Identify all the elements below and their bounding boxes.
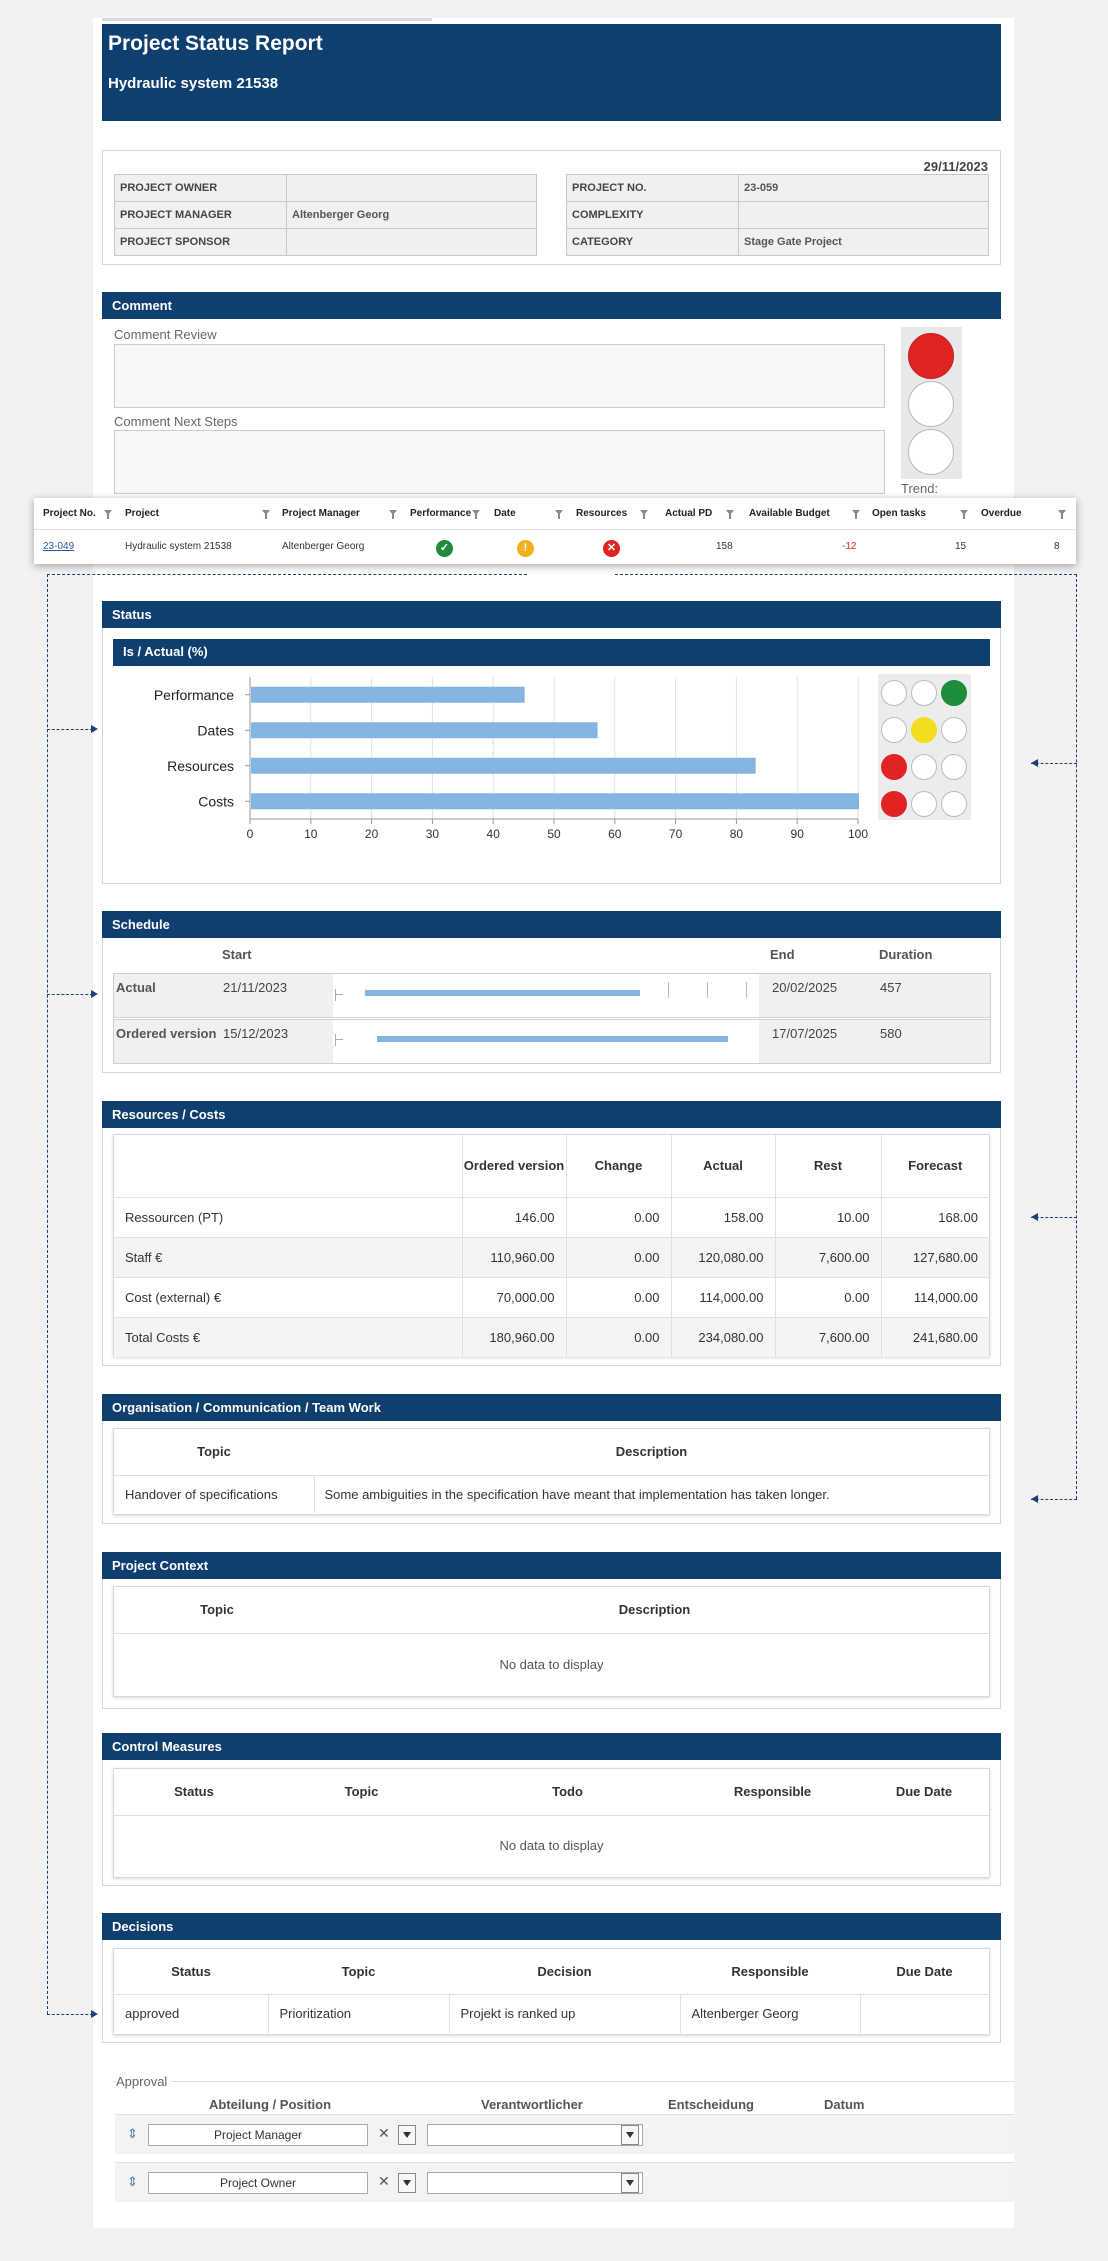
x-tick-label: 80: [729, 827, 744, 841]
category-label: Resources: [167, 757, 234, 774]
resources-value-cell: 127,680.00: [881, 1237, 989, 1277]
resources-value-cell: 241,680.00: [881, 1317, 989, 1357]
approval-title: Approval: [116, 2074, 171, 2089]
open-tasks-cell: 15: [955, 541, 967, 552]
schedule-end-header: End: [770, 947, 795, 962]
table-row: [114, 1317, 989, 1357]
info-value: Stage Gate Project: [739, 229, 989, 256]
x-tick-label: 10: [304, 827, 318, 841]
info-label: PROJECT NO.: [567, 175, 739, 202]
context-header: Project Context: [102, 1552, 1001, 1579]
connector-line: [47, 994, 93, 995]
approval-col-responsible: Verantwortlicher: [481, 2097, 583, 2112]
responsible-select[interactable]: [427, 2124, 643, 2146]
x-tick-label: 50: [547, 827, 561, 841]
project-name-cell: Hydraulic system 21538: [125, 541, 232, 552]
schedule-gantt: [333, 974, 759, 1017]
comment-header: Comment: [102, 292, 1001, 319]
control-col-responsible: Responsible: [733, 1784, 812, 1800]
status-light-red: [881, 791, 907, 817]
control-col-due-date: Due Date: [895, 1784, 953, 1800]
context-col-topic: Topic: [200, 1602, 234, 1618]
report-subtitle: Hydraulic system 21538: [108, 75, 279, 92]
status-traffic-matrix: [878, 674, 971, 820]
control-col-todo: Todo: [552, 1784, 583, 1800]
decisions-col-due-date: Due Date: [896, 1963, 953, 1979]
resources-col-header: Ordered version: [462, 1135, 566, 1197]
decisions-col-topic: Topic: [341, 1963, 376, 1979]
schedule-end: 17/07/2025: [772, 1026, 838, 1041]
table-row: [114, 1277, 989, 1317]
resources-value-cell: 7,600.00: [775, 1317, 881, 1357]
resources-value-cell: 0.00: [566, 1277, 671, 1317]
arrow-left-icon: [1031, 1495, 1038, 1503]
info-value: 23-059: [739, 175, 989, 202]
x-tick-label: 0: [246, 827, 254, 841]
comment-review-label: Comment Review: [114, 327, 217, 342]
chart-title: Is / Actual (%): [113, 639, 990, 666]
resources-table-box: [113, 1134, 990, 1357]
status-light-red: [881, 754, 907, 780]
decisions-table: [114, 1949, 989, 2033]
resources-header: Resources / Costs: [102, 1101, 1001, 1128]
control-header: Control Measures: [102, 1733, 1001, 1760]
chevron-down-icon[interactable]: [398, 2173, 416, 2193]
x-tick-label: 30: [425, 827, 440, 841]
approval-col-position: Abteilung / Position: [209, 2097, 332, 2112]
schedule-row-label: Actual: [116, 980, 156, 995]
decision-status-cell: approved: [114, 1994, 268, 2033]
col-available-budget[interactable]: Available Budget: [749, 508, 830, 519]
decision-due-date-cell: [860, 1994, 989, 2033]
position-select[interactable]: Project Owner: [148, 2172, 368, 2194]
x-tick-label: 40: [486, 827, 500, 841]
approval-col-decision: Entscheidung: [668, 2097, 754, 2112]
status-light-off: [911, 680, 937, 706]
trend-label: Trend:: [901, 481, 939, 496]
schedule-row-ordered: [113, 1019, 991, 1064]
resources-value-cell: 180,960.00: [462, 1317, 566, 1357]
organisation-table-box: [113, 1428, 990, 1515]
resources-value-cell: 70,000.00: [462, 1277, 566, 1317]
drag-handle-icon[interactable]: ⇕: [127, 2174, 138, 2189]
position-select[interactable]: Project Manager: [148, 2124, 368, 2146]
table-row: [114, 1994, 989, 2033]
available-budget-cell: -12: [842, 541, 857, 552]
arrow-right-icon: [91, 2010, 98, 2018]
status-light-off: [911, 754, 937, 780]
decisions-col-status: Status: [171, 1963, 211, 1979]
warning-icon: !: [517, 540, 534, 557]
resources-value-cell: 0.00: [775, 1277, 881, 1317]
comment-next-label: Comment Next Steps: [114, 414, 238, 429]
table-row: [114, 1197, 989, 1237]
col-performance[interactable]: Performance: [410, 508, 472, 519]
control-empty-message: No data to display: [114, 1815, 989, 1876]
gantt-tick: [335, 1034, 343, 1046]
chevron-down-icon[interactable]: [621, 2173, 639, 2193]
gantt-tick: [707, 982, 708, 998]
approval-row: [115, 2162, 1014, 2202]
project-no-link[interactable]: 23-049: [43, 541, 75, 552]
resources-col-header: Actual: [671, 1135, 775, 1197]
status-light-yellow: [911, 717, 937, 743]
resources-col-header: Change: [566, 1135, 671, 1197]
schedule-gantt: [333, 1020, 759, 1063]
control-table: [114, 1769, 989, 1876]
resources-value-cell: 114,000.00: [881, 1277, 989, 1317]
resources-value-cell: 0.00: [566, 1197, 671, 1237]
responsible-select[interactable]: [427, 2172, 643, 2194]
resources-value-cell: 110,960.00: [462, 1237, 566, 1277]
control-table-box: [113, 1768, 990, 1878]
resources-row-label: Staff €: [114, 1237, 462, 1277]
org-col-description: Description: [615, 1444, 688, 1460]
resources-value-cell: 168.00: [881, 1197, 989, 1237]
control-col-topic: Topic: [344, 1784, 379, 1800]
resources-col-header: [114, 1135, 462, 1197]
resources-value-cell: 234,080.00: [671, 1317, 775, 1357]
gantt-tick: [335, 1039, 343, 1040]
bar-performance: [251, 687, 525, 703]
schedule-start: 21/11/2023: [223, 980, 288, 995]
info-label: CATEGORY: [567, 229, 739, 256]
status-light-off: [941, 754, 967, 780]
approval-row: [115, 2114, 1014, 2154]
status-light-off: [881, 680, 907, 706]
connector-line: [47, 2014, 93, 2015]
resources-value-cell: 120,080.00: [671, 1237, 775, 1277]
x-tick-label: 20: [364, 827, 379, 841]
resources-value-cell: 0.00: [566, 1317, 671, 1357]
resources-value-cell: 0.00: [566, 1237, 671, 1277]
x-tick-label: 60: [608, 827, 622, 841]
schedule-duration-header: Duration: [879, 947, 933, 962]
org-description-cell: Some ambiguities in the specification have meant that implementation has taken longer.: [314, 1475, 989, 1513]
clear-icon[interactable]: ✕: [378, 2125, 390, 2141]
resources-row-label: Cost (external) €: [114, 1277, 462, 1317]
check-icon: ✓: [436, 540, 453, 557]
schedule-header: Schedule: [102, 911, 1001, 938]
gantt-bar-actual: [365, 990, 640, 996]
decisions-table-box: [113, 1948, 990, 2035]
overdue-cell: 8: [1054, 541, 1060, 552]
resources-row-label: Total Costs €: [114, 1317, 462, 1357]
resources-table: [114, 1135, 989, 1357]
col-date[interactable]: Date: [494, 508, 516, 519]
info-label: COMPLEXITY: [567, 202, 739, 229]
arrow-right-icon: [91, 990, 98, 998]
schedule-duration: 457: [880, 980, 902, 995]
x-tick-label: 70: [668, 827, 683, 841]
org-topic-cell: Handover of specifications: [114, 1475, 314, 1513]
schedule-row-label: Ordered version: [116, 1026, 217, 1041]
schedule-start: 15/12/2023: [223, 1026, 289, 1041]
bar-dates: [251, 722, 598, 738]
resources-value-cell: 158.00: [671, 1197, 775, 1237]
info-label: PROJECT OWNER: [115, 175, 287, 202]
organisation-table: [114, 1429, 989, 1513]
bar-resources: [251, 758, 756, 774]
table-row: [114, 1237, 989, 1277]
context-empty-message: No data to display: [114, 1633, 989, 1695]
decision-topic-cell: Prioritization: [268, 1994, 449, 2033]
info-label: PROJECT MANAGER: [115, 202, 287, 229]
context-table: [114, 1587, 989, 1695]
status-light-off: [911, 791, 937, 817]
col-project-no[interactable]: Project No.: [43, 508, 96, 519]
decisions-header: Decisions: [102, 1913, 1001, 1940]
schedule-row-actual: [113, 973, 991, 1018]
table-row: [114, 1475, 989, 1513]
schedule-end: 20/02/2025: [772, 980, 838, 995]
schedule-start-header: Start: [222, 947, 252, 962]
gantt-bar-ordered: [377, 1036, 728, 1042]
context-table-box: [113, 1586, 990, 1697]
info-value: Altenberger Georg: [287, 202, 537, 229]
status-light-green: [941, 680, 967, 706]
resources-value-cell: 114,000.00: [671, 1277, 775, 1317]
gantt-tick: [335, 989, 343, 1001]
status-light-off: [941, 717, 967, 743]
chevron-down-icon[interactable]: [398, 2125, 416, 2145]
decisions-col-decision: Decision: [537, 1963, 592, 1979]
context-col-description: Description: [618, 1602, 691, 1618]
schedule-duration: 580: [880, 1026, 902, 1041]
error-icon: ✕: [603, 540, 620, 557]
resources-col-header: Rest: [775, 1135, 881, 1197]
x-tick-label: 90: [790, 827, 804, 841]
clear-icon[interactable]: ✕: [378, 2173, 390, 2189]
decisions-col-responsible: Responsible: [731, 1963, 809, 1979]
category-label: Costs: [198, 793, 234, 810]
resources-col-header: Forecast: [881, 1135, 989, 1197]
decision-responsible-cell: Altenberger Georg: [680, 1994, 860, 2033]
resources-row-label: Ressourcen (PT): [114, 1197, 462, 1237]
bar-costs: [251, 793, 859, 809]
approval-divider: [113, 2081, 1014, 2082]
col-resources[interactable]: Resources: [576, 508, 628, 519]
arrow-left-icon: [1031, 1213, 1038, 1221]
actual-pd-cell: 158: [716, 541, 733, 552]
drag-handle-icon[interactable]: ⇕: [127, 2126, 138, 2141]
control-col-status: Status: [174, 1784, 214, 1800]
gantt-tick: [668, 982, 669, 998]
status-header: Status: [102, 601, 1001, 628]
x-tick-label: 100: [847, 827, 869, 841]
org-col-topic: Topic: [197, 1444, 231, 1460]
gantt-tick: [335, 994, 343, 995]
resources-value-cell: 10.00: [775, 1197, 881, 1237]
status-light-off: [941, 791, 967, 817]
resources-value-cell: 146.00: [462, 1197, 566, 1237]
report-title: Project Status Report: [108, 32, 323, 55]
chevron-down-icon[interactable]: [621, 2125, 639, 2145]
col-project[interactable]: Project: [125, 508, 159, 519]
status-light-off: [881, 717, 907, 743]
decision-text-cell: Projekt is ranked up: [449, 1994, 680, 2033]
organisation-header: Organisation / Communication / Team Work: [102, 1394, 1001, 1421]
report-date: 29/11/2023: [923, 159, 988, 174]
project-manager-cell: Altenberger Georg: [282, 541, 365, 552]
category-label: Performance: [153, 686, 234, 703]
col-project-manager[interactable]: Project Manager: [282, 508, 360, 519]
col-open-tasks[interactable]: Open tasks: [872, 508, 926, 519]
col-overdue[interactable]: Overdue: [981, 508, 1022, 519]
gantt-tick: [746, 982, 747, 998]
resources-value-cell: 7,600.00: [775, 1237, 881, 1277]
approval-col-date: Datum: [824, 2097, 865, 2112]
col-actual-pd[interactable]: Actual PD: [665, 508, 713, 519]
category-label: Dates: [197, 722, 234, 739]
info-label: PROJECT SPONSOR: [115, 229, 287, 256]
